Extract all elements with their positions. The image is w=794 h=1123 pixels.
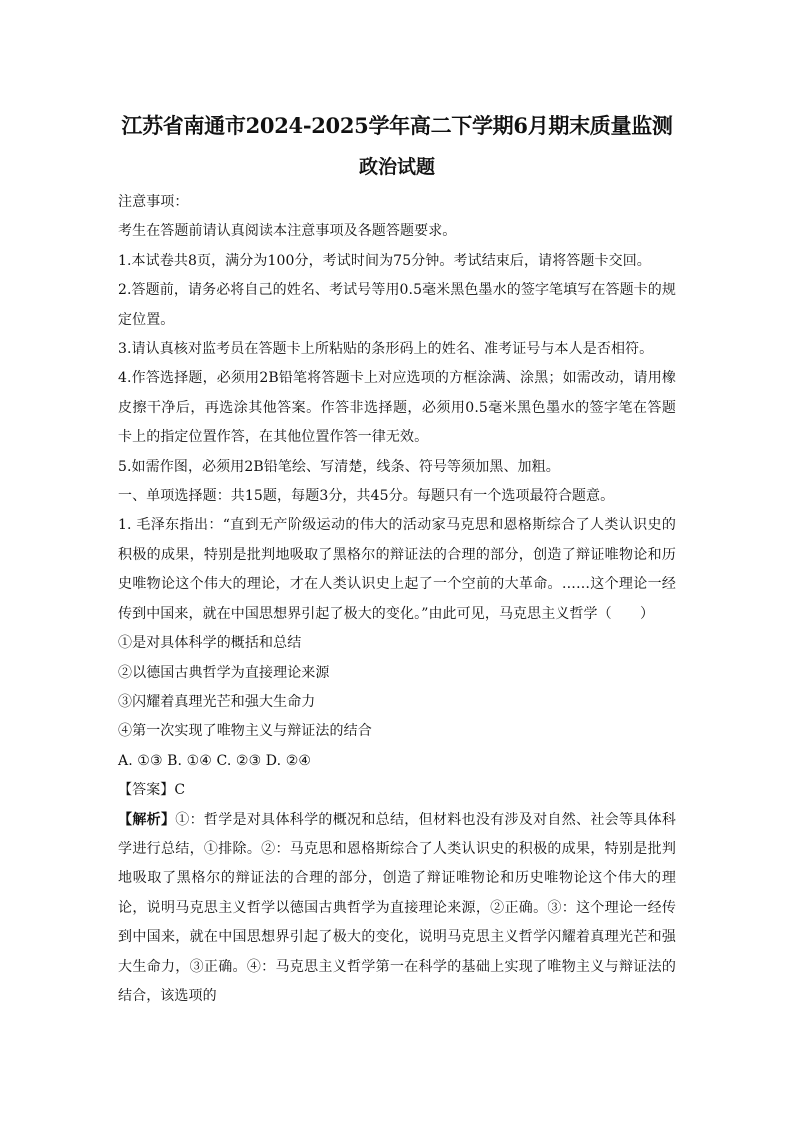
section-heading: 一、单项选择题：共15题，每题3分，共45分。每题只有一个选项最符合题意。 bbox=[118, 488, 615, 505]
question-item: ②以德国古典哲学为直接理论来源 bbox=[118, 664, 330, 681]
analysis-label: 【解析】 bbox=[118, 811, 176, 828]
question-item: ③闪耀着真理光芒和强大生命力 bbox=[118, 693, 316, 710]
analysis-paragraph bbox=[118, 806, 676, 1012]
answer-line: 【答案】C bbox=[118, 782, 186, 799]
question-item: ④第一次实现了唯物主义与辩证法的结合 bbox=[118, 723, 372, 740]
note-item: 1.本试卷共8页，满分为100分，考试时间为75分钟。考试结束后，请将答题卡交回。 bbox=[118, 252, 651, 269]
question-item: ①是对具体科学的概括和总结 bbox=[118, 635, 302, 652]
note-item: 2.答题前，请务必将自己的姓名、考试号等用0.5毫米黑色墨水的签字笔填写在答题卡的规定位置。 bbox=[118, 282, 676, 328]
document-title: 江苏省南通市2024-2025学年高二下学期6月期末质量监测 bbox=[121, 113, 673, 138]
document-subtitle: 政治试题 bbox=[358, 156, 435, 178]
notes-heading: 注意事项： bbox=[118, 194, 189, 210]
question-stem: 1. 毛泽东指出：“直到无产阶级运动的伟大的活动家马克思和恩格斯综合了人类认识史的积极的成果，特别是批判地吸取了黑格尔的辩证法的合理的部分，创造了辩证唯物论和历史唯物论这个伟大的理论，才在人类认识史上起了一个空前的大革命。……这个理论一经传到中国来，就在中国思想界引起了极大的变化。”由此可见，马克思主义哲学（ ） bbox=[118, 517, 676, 622]
note-item: 3.请认真核对监考员在答题卡上所粘贴的条形码上的姓名、准考证号与本人是否相符。 bbox=[118, 341, 654, 358]
question-options: A. ①③ B. ①④ C. ②③ D. ②④ bbox=[118, 752, 311, 769]
note-item: 5.如需作图，必须用2B铅笔绘、写清楚，线条、符号等须加黑、加粗。 bbox=[118, 458, 560, 475]
analysis-text: ①：哲学是对具体科学的概况和总结，但材料也没有涉及对自然、社会等具体科学进行总结，①排除。②：马克思和恩格斯综合了人类认识史的积极的成果，特别是批判地吸取了黑格尔的辩证法的合理的部分，创造了辩证唯物论和历史唯物论这个伟大的理论，说明马克思主义哲学以德国古典哲学为直接理论来源，②正确。③：这个理论一经传到中国来，就在中国思想界引起了极大的变化，说明马克思主义哲学闪耀着真理光芒和强大生命力，③正确。④：马克思主义哲学第一在科学的基础上实现了唯物主义与辩证法的结合，该选项的 bbox=[118, 811, 677, 1004]
note-item: 4.作答选择题，必须用2B铅笔将答题卡上对应选项的方框涂满、涂黑；如需改动，请用橡皮擦干净后，再选涂其他答案。作答非选择题，必须用0.5毫米黑色墨水的签字笔在答题卡上的指定位置作答，在其他位置作答一律无效。 bbox=[118, 370, 676, 446]
notes-intro: 考生在答题前请认真阅读本注意事项及各题答题要求。 bbox=[118, 223, 457, 240]
